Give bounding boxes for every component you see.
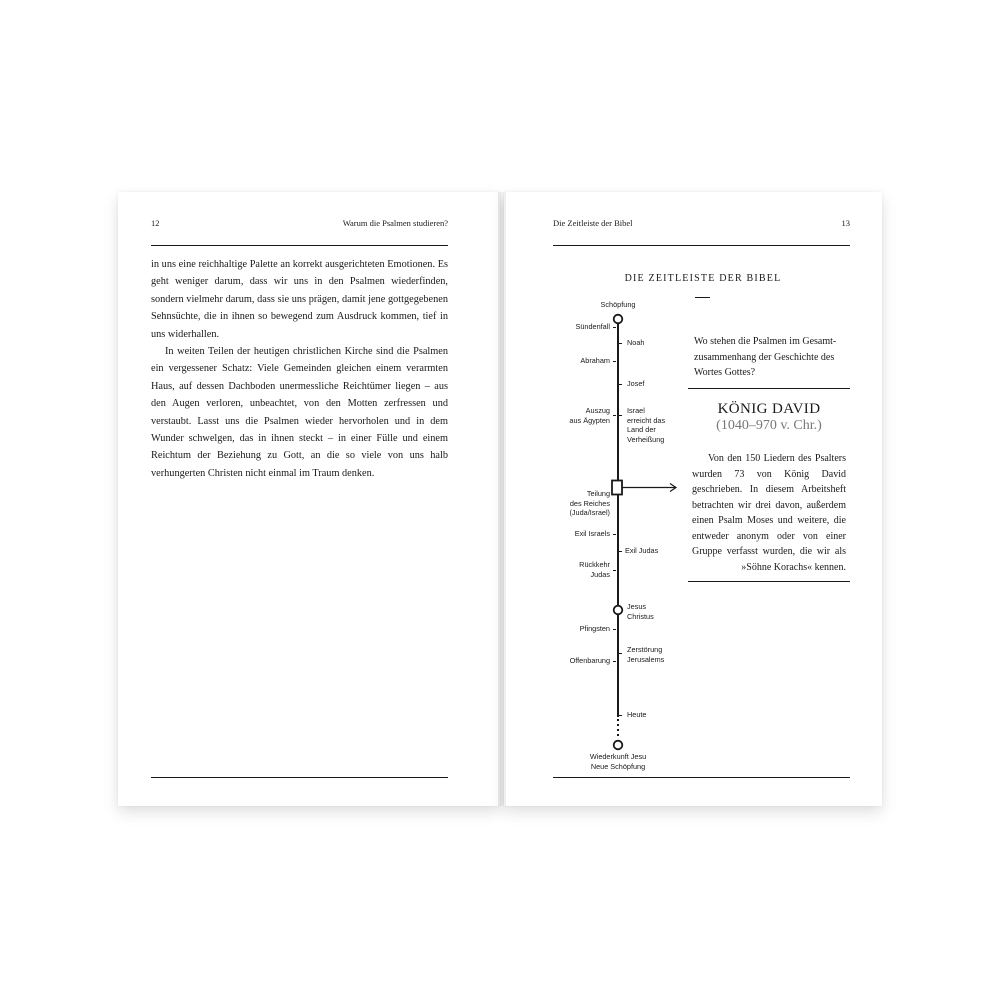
left-footer-rule: [151, 777, 448, 778]
creation-circle: [611, 312, 625, 326]
book-gutter: [498, 192, 506, 806]
tick: [613, 661, 616, 662]
paragraph-1: in uns eine reichhaltige Palette an korrekt ausgerichteten Emotionen. Es geht weniger darum, dass wir uns in den Psalmen wiederfinden, sondern vielmehr darum, dass sie uns prägen, damit jene gottgegebenen Sehnsüchte, die in ihnen so bewegend zum Ausdruck kommen, tief in uns widerhallen.: [151, 259, 448, 340]
label-zerstoerung: Zerstörung Jerusalems: [627, 645, 665, 664]
label-rueckkehr: Rückkehr Judas: [579, 560, 610, 579]
timeline-title: DIE ZEITLEISTE DER BIBEL: [624, 273, 782, 284]
label-heute: Heute: [627, 710, 647, 719]
timeline-question: Wo stehen die Psalmen im Gesamtzusammenhang der Geschichte des Wortes Gottes?: [694, 336, 837, 378]
right-running-head: Die Zeitleiste der Bibel: [553, 218, 633, 228]
paragraph-2: In weiten Teilen der heutigen christlichen Kirche sind die Psalmen ein vergessener Schatz: Viele Gemeinden gleichen einem verarmten Haus, auf dessen Dachboden unermessliche Reichtümer liegen – aus den Augen verloren, unbeachtet, von den Motten zerfressen und verstaubt. Lasst uns die Psalmen wieder hervorholen und in dem Wunder schwelgen, das in ihnen steckt – in einer Fülle und einem Reichtum der Beziehung zu Gott, an die so viele von uns halb verhungerten Christen nicht einmal im Traum denken.: [151, 346, 448, 479]
tick: [619, 653, 622, 654]
left-running-head: Warum die Psalmen studieren?: [342, 218, 448, 228]
tick: [613, 361, 616, 362]
tick: [619, 384, 622, 385]
tick: [613, 415, 616, 416]
tick: [613, 534, 616, 535]
label-israel-land: Israel erreicht das Land der Verheißung: [627, 406, 666, 444]
king-david-heading: KÖNIG DAVID: [717, 401, 821, 417]
label-exil-israels: Exil Israels: [574, 529, 610, 538]
king-david-paragraph: Von den 150 Liedern des Psalters wurden 73 von König David geschrieben. In diesem Arbeitsheft betrachten wir drei davon, außerdem einen Psalm Moses und weitere, die entweder anonym oder von einer Gruppe verfasst wurden, die wir als »Söhne Korachs« kennen.: [692, 453, 846, 573]
david-marker-arrow: [610, 478, 680, 498]
king-david-years: (1040–970 v. Chr.): [716, 418, 822, 433]
king-david-text: [692, 451, 846, 575]
question-rule: [688, 388, 850, 389]
tick: [619, 343, 622, 344]
label-teilung: Teilung des Reiches (Juda/Israel): [569, 489, 610, 517]
title-dash: [695, 297, 710, 298]
tick: [619, 415, 622, 416]
label-pfingsten: Pfingsten: [579, 624, 610, 633]
jesus-circle: [611, 603, 625, 617]
label-auszug: Auszug aus Ägypten: [569, 406, 610, 425]
left-header-rule: [151, 245, 448, 246]
label-abraham: Abraham: [580, 356, 610, 365]
label-jesus: Jesus Christus: [627, 602, 654, 621]
tick: [619, 715, 622, 716]
right-footer-rule: [553, 777, 850, 778]
tick: [613, 629, 616, 630]
label-wiederkunft: Wiederkunft Jesu Neue Schöpfung: [589, 752, 647, 771]
label-offenbarung: Offenbarung: [569, 656, 610, 665]
left-page-number: 12: [151, 218, 160, 228]
right-header-rule: [553, 245, 850, 246]
label-exil-judas: Exil Judas: [625, 546, 659, 555]
label-josef: Josef: [627, 379, 645, 388]
label-suendenfall: Sündenfall: [575, 322, 610, 331]
label-schoepfung: Schöpfung: [600, 300, 636, 309]
left-body-text: [151, 256, 448, 482]
tick: [613, 570, 616, 571]
label-noah: Noah: [627, 338, 645, 347]
timeline-line: [617, 323, 619, 717]
tick: [613, 327, 616, 328]
new-creation-circle: [611, 738, 625, 752]
right-page-number: 13: [841, 218, 850, 228]
king-david-rule: [688, 581, 850, 582]
tick: [619, 551, 622, 552]
